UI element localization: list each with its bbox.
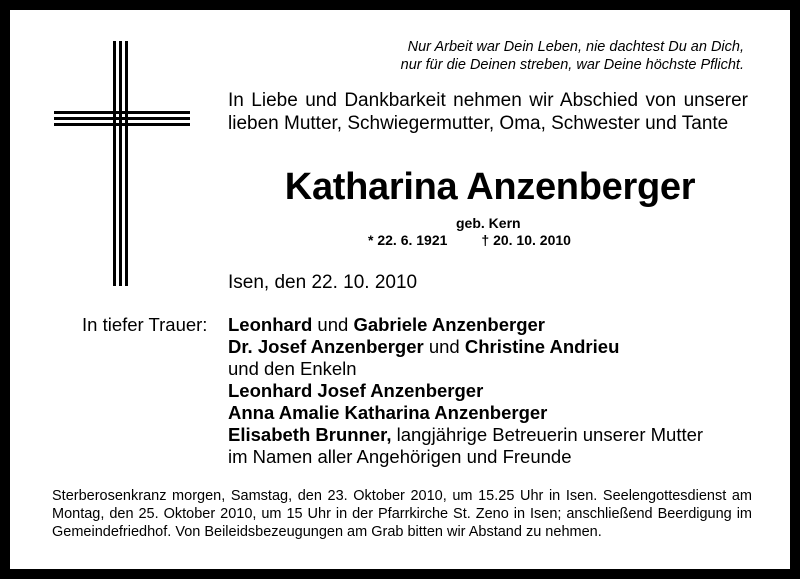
deceased-name: Katharina Anzenberger [284,166,696,208]
grandchildren-label: und den Enkeln [228,358,357,379]
mourning-label: In tiefer Trauer: [82,314,208,335]
conjunction: und [312,314,354,335]
mourner-name: Christine Andrieu [464,336,620,357]
farewell-text: In Liebe und Dankbarkeit nehmen wir Abschied von unserer lieben Mutter, Schwiegermutter, Oma, Schwester und Tante [228,90,748,134]
mourner-name: Gabriele Anzenberger [353,314,546,335]
maiden-name: geb. Kern [456,215,521,231]
motto-line: nur für die Deinen streben, war Deine höchste Pflicht. [400,57,744,73]
mourners-list [228,314,703,468]
mourner-name: Leonhard Josef Anzenberger [228,380,484,401]
mourner-name: Elisabeth Brunner, [228,424,392,445]
service-details: Sterberosenkranz morgen, Samstag, den 23. Oktober 2010, um 15.25 Uhr in Isen. Seelengottesdienst am Montag, den 25. Oktober 2010, um 15 Uhr in der Pfarrkirche St. Zeno in Isen; anschließend Beerdigung im Gemeindefriedhof. Von Beileidsbezeugungen am Grab bitten wir Abstand zu nehmen. [52,488,752,540]
mourner-line [228,402,703,424]
death-date: † 20. 10. 2010 [481,232,571,248]
motto-line: Nur Arbeit war Dein Leben, nie dachtest Du an Dich, [407,39,744,55]
mourner-line [228,314,703,336]
mourner-line [228,424,703,446]
closing-line: im Namen aller Angehörigen und Freunde [228,446,572,467]
conjunction: und [423,336,465,357]
place-and-date: Isen, den 22. 10. 2010 [228,272,418,293]
motto-verse [401,38,744,74]
caregiver-note: langjährige Betreuerin unserer Mutter [391,424,704,445]
mourner-line [228,336,703,358]
birth-date: * 22. 6. 1921 [368,232,448,248]
mourner-name: Anna Amalie Katharina Anzenberger [228,402,548,423]
mourner-line [228,380,703,402]
life-dates [368,232,571,249]
mourner-name: Dr. Josef Anzenberger [228,336,424,357]
mourner-name: Leonhard [228,314,313,335]
